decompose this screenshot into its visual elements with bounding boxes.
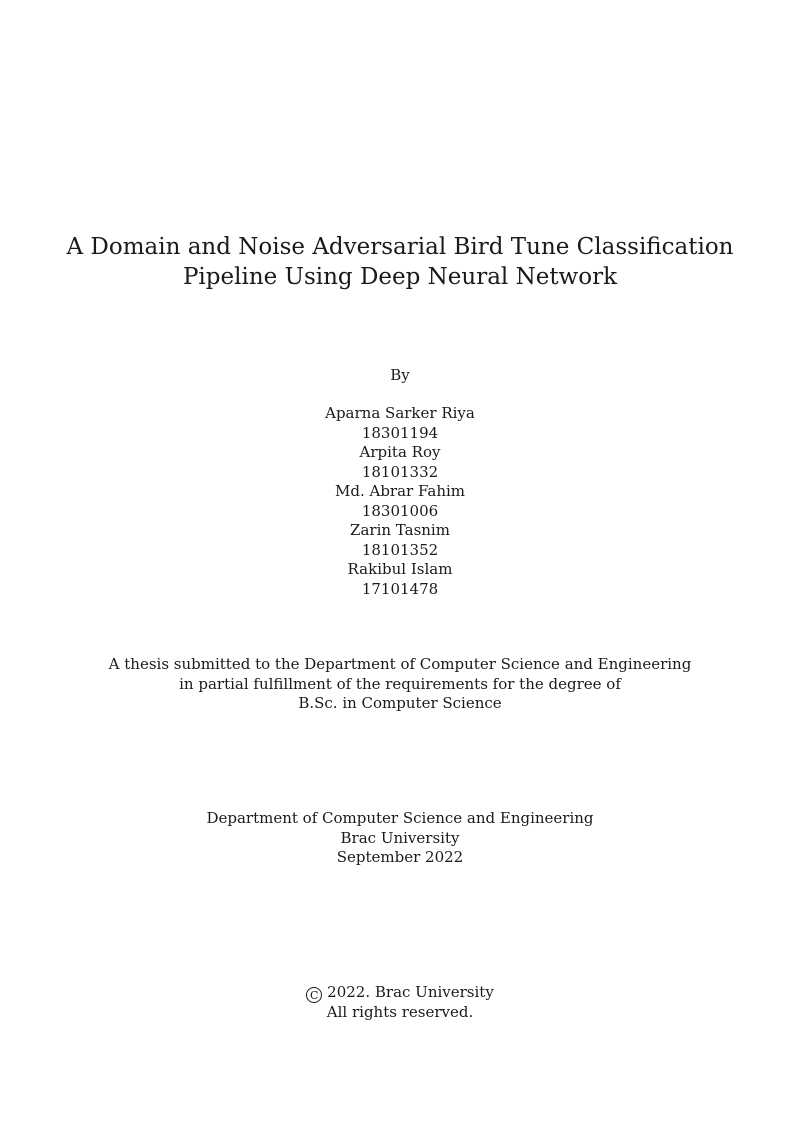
author-name: Aparna Sarker Riya — [325, 404, 475, 422]
author-name: Md. Abrar Fahim — [335, 482, 465, 500]
thesis-title-line-2: Pipeline Using Deep Neural Network — [182, 264, 618, 290]
department-name: Department of Computer Science and Engineering — [206, 809, 594, 827]
author-id: 18301194 — [361, 423, 439, 442]
author-name: Zarin Tasnim — [350, 521, 450, 539]
university-name: Brac University — [340, 828, 460, 847]
author-id: 18301006 — [361, 501, 439, 520]
statement-line-1: A thesis submitted to the Department of Computer Science and Engineering — [108, 655, 692, 673]
copyright-line — [0, 983, 800, 1003]
author-name: Arpita Roy — [359, 443, 441, 461]
copyright-text: 2022. Brac University — [327, 983, 494, 1001]
submission-statement — [0, 655, 800, 714]
submission-date: September 2022 — [336, 848, 464, 866]
rights-reserved: All rights reserved. — [326, 1003, 474, 1021]
author-id: 18101352 — [361, 540, 439, 559]
by-label: By — [390, 366, 410, 384]
author-id: 18101332 — [361, 462, 439, 481]
author-name: Rakibul Islam — [347, 560, 453, 578]
author-id: 17101478 — [361, 579, 439, 598]
statement-line-2: in partial fulfillment of the requirements for the degree of — [179, 674, 621, 693]
thesis-title-line-1: A Domain and Noise Adversarial Bird Tune Classification — [66, 234, 734, 260]
thesis-title — [0, 232, 800, 292]
author-list — [0, 404, 800, 599]
degree-name: B.Sc. in Computer Science — [298, 694, 502, 712]
copyright-icon: C — [306, 987, 322, 1003]
institution-block — [0, 809, 800, 868]
copyright-block — [0, 983, 800, 1023]
